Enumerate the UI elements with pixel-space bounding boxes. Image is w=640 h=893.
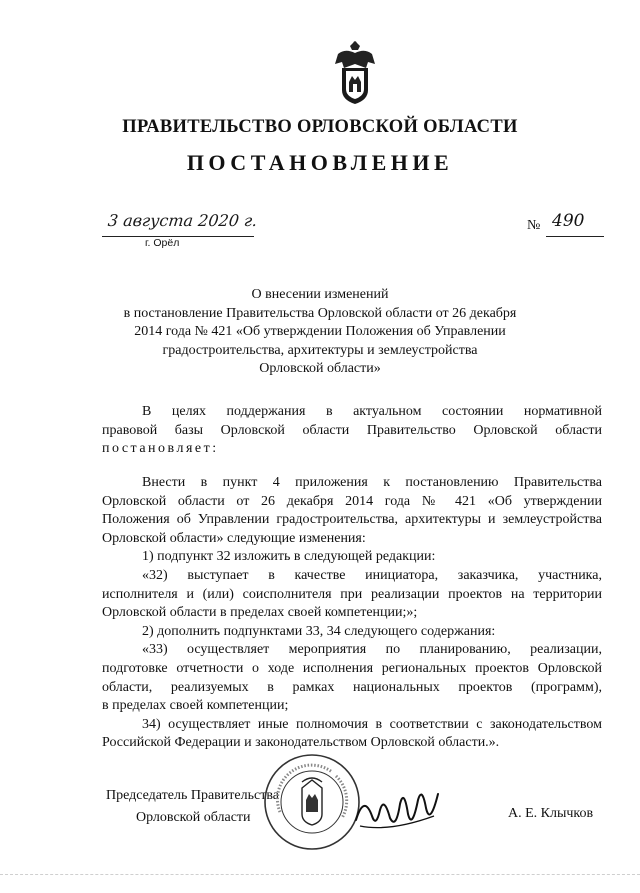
handwritten-number: 490 [552, 211, 585, 231]
document-subject [80, 286, 560, 379]
body-line: «32) выступает в качестве инициатора, заказчика, участника, [142, 567, 602, 583]
body-line: Российской Федерации и законодательством Орловской области.». [102, 735, 500, 751]
government-title: ПРАВИТЕЛЬСТВО ОРЛОВСКОЙ ОБЛАСТИ [122, 117, 518, 137]
signatory-position [106, 785, 279, 829]
signatory-name: А. Е. Клычков [508, 806, 594, 821]
body-line: Положения об Управлении градостроительства, архитектуры и землеустройства [102, 512, 602, 528]
preamble [102, 403, 602, 459]
body-line: области, реализуемых в рамках национальных проектов (программ), [102, 679, 602, 695]
handwritten-date: 3 августа 2020 г. [107, 211, 259, 230]
position-line: Председатель Правительства [106, 788, 279, 803]
body-line: 1) подпункт 32 изложить в следующей редакции: [142, 549, 436, 565]
handwritten-signature [350, 780, 445, 836]
subject-line: Орловской области» [259, 361, 381, 376]
subject-line: 2014 года № 421 «Об утверждении Положения об Управлении [134, 324, 506, 339]
body-line: «33) осуществляет мероприятия по планированию, реализации, [142, 642, 602, 658]
document-type: ПОСТАНОВЛЕНИЕ [186, 150, 454, 175]
preamble-line: правовой базы Орловской области Правительство Орловской области [102, 422, 602, 438]
position-line: Орловской области [136, 810, 251, 825]
number-label: № [527, 218, 541, 233]
body-line: в пределах своей компетенции; [102, 698, 289, 714]
subject-line: О внесении изменений [251, 287, 389, 302]
preamble-line: постановляет: [102, 441, 219, 457]
document-body [102, 474, 602, 753]
date-field [102, 211, 259, 237]
preamble-line: В целях поддержания в актуальном состоянии нормативной [142, 404, 602, 419]
coat-of-arms-icon [330, 40, 380, 106]
body-line: 34) осуществляет иные полномочия в соответствии с законодательством [142, 716, 602, 732]
subject-line: градостроительства, архитектуры и землеустройства [162, 342, 478, 358]
body-line: Орловской области» следующие изменения: [102, 530, 366, 546]
city-label: г. Орёл [145, 237, 180, 249]
page-edge [0, 874, 640, 875]
official-seal [262, 752, 362, 852]
subject-line: в постановление Правительства Орловской области от 26 декабря [123, 305, 517, 321]
number-field [546, 211, 604, 237]
body-line: Орловской области от 26 декабря 2014 года № 421 «Об утверждении [102, 493, 602, 509]
body-line: исполнителя и (или) соисполнителя при реализации проектов на территории [102, 586, 602, 602]
body-line: Орловской области в пределах своей компетенции;»; [102, 605, 418, 621]
body-line: Внести в пункт 4 приложения к постановлению Правительства [142, 475, 602, 490]
body-line: подготовке отчетности о ходе исполнения региональных проектов Орловской [102, 660, 602, 676]
body-line: 2) дополнить подпунктами 33, 34 следующего содержания: [142, 623, 496, 639]
